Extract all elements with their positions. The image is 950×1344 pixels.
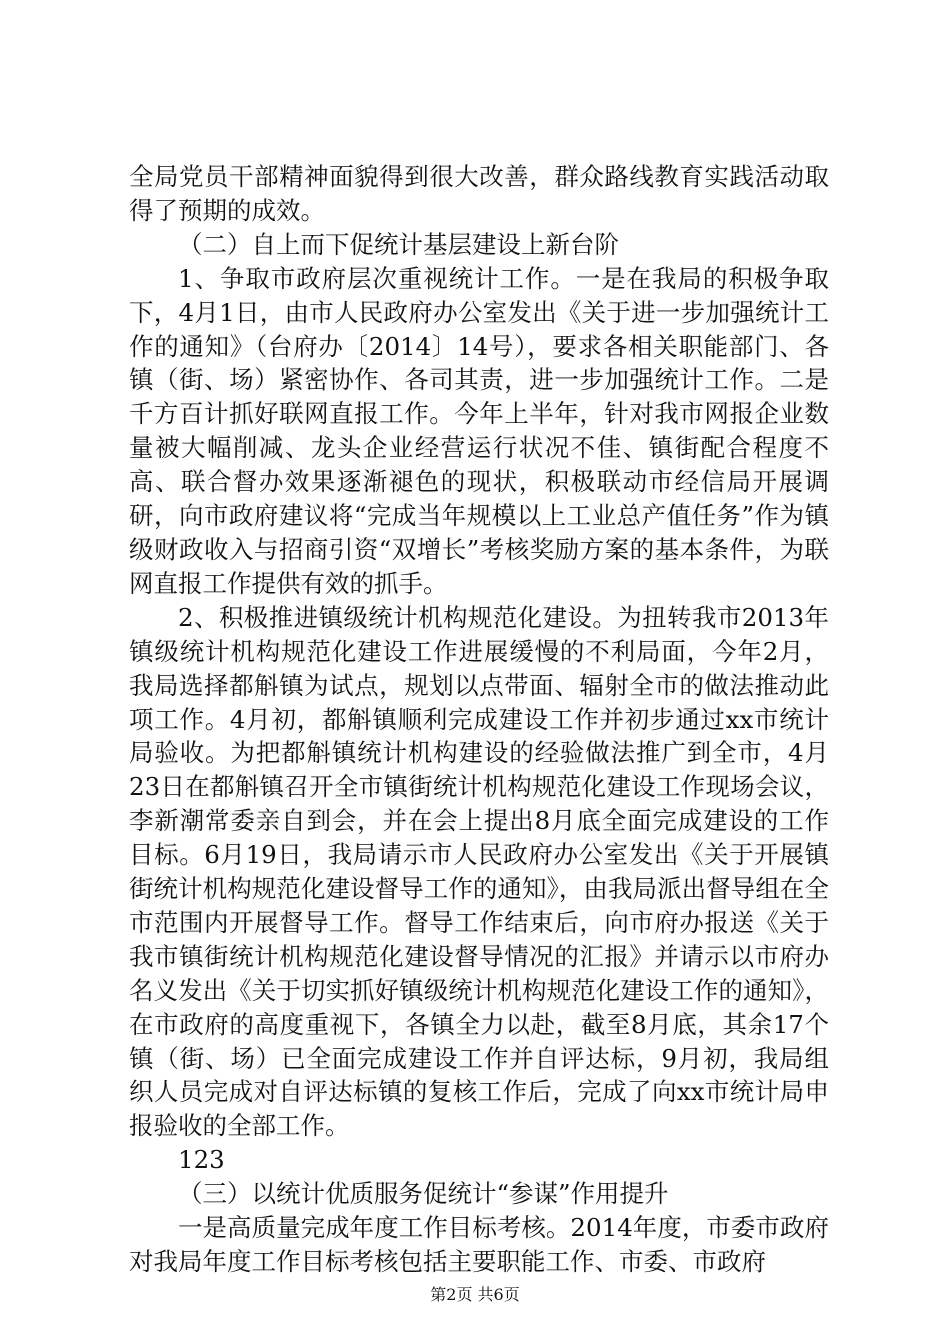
paragraph-continuation: 全局党员干部精神面貌得到很大改善，群众路线教育实践活动取得了预期的成效。 xyxy=(129,162,829,225)
paragraph-item-1: 1、争取市政府层次重视统计工作。一是在我局的积极争取下，4月1日，由市人民政府办公室发出《关于进一步加强统计工作的通知》（台府办〔2014〕14号），要求各相关职能部门、各镇（街、场）紧密协作、各司其责，进一步加强统计工作。二是千方百计抓好联网直报工作。今年上半年，针对我市网报企业数量被大幅削减、龙头企业经营运行状况不佳、镇街配合程度不高、联合督办效果逐渐褪色的现状，积极联动市经信局开展调研，向市政府建议将“完成当年规模以上工业总产值任务”作为镇级财政收入与招商引资“双增长”考核奖励方案的基本条件，为联网直报工作提供有效的抓手。 xyxy=(129,263,829,598)
section-heading-3: （三）以统计优质服务促统计“参谋”作用提升 xyxy=(178,1179,669,1209)
paragraph-item-2: 2、积极推进镇级统计机构规范化建设。为扭转我市2013年镇级统计机构规范化建设工作进展缓慢的不利局面，今年2月，我局选择都斛镇为试点，规划以点带面、辐射全市的做法推动此项工作。4月初，都斛镇顺利完成建设工作并初步通过xx市统计局验收。为把都斛镇统计机构建设的经验做法推广到全市，4月23日在都斛镇召开全市镇街统计机构规范化建设工作现场会议，李新潮常委亲自到会，并在会上提出8月底全面完成建设的工作目标。6月19日，我局请示市人民政府办公室发出《关于开展镇街统计机构规范化建设督导工作的通知》，由我局派出督导组在全市范围内开展督导工作。督导工作结束后，向市府办报送《关于我市镇街统计机构规范化建设督导情况的汇报》并请示以市府办名义发出《关于切实抓好镇级统计机构规范化建设工作的通知》，在市政府的高度重视下，各镇全力以赴，截至8月底，其余17个镇（街、场）已全面完成建设工作并自评达标，9月初，我局组织人员完成对自评达标镇的复核工作后，完成了向xx市统计局申报验收的全部工作。 xyxy=(129,602,829,1141)
document-body xyxy=(129,160,829,1279)
section-heading-2: （二）自上而下促统计基层建设上新台阶 xyxy=(178,229,619,259)
paragraph-item-3: 一是高质量完成年度工作目标考核。2014年度，市委市政府对我局年度工作目标考核包括主要职能工作、市委、市政府 xyxy=(129,1213,829,1276)
page-footer: 第2页 共6页 xyxy=(430,1285,520,1304)
stray-number: 123 xyxy=(178,1145,225,1175)
